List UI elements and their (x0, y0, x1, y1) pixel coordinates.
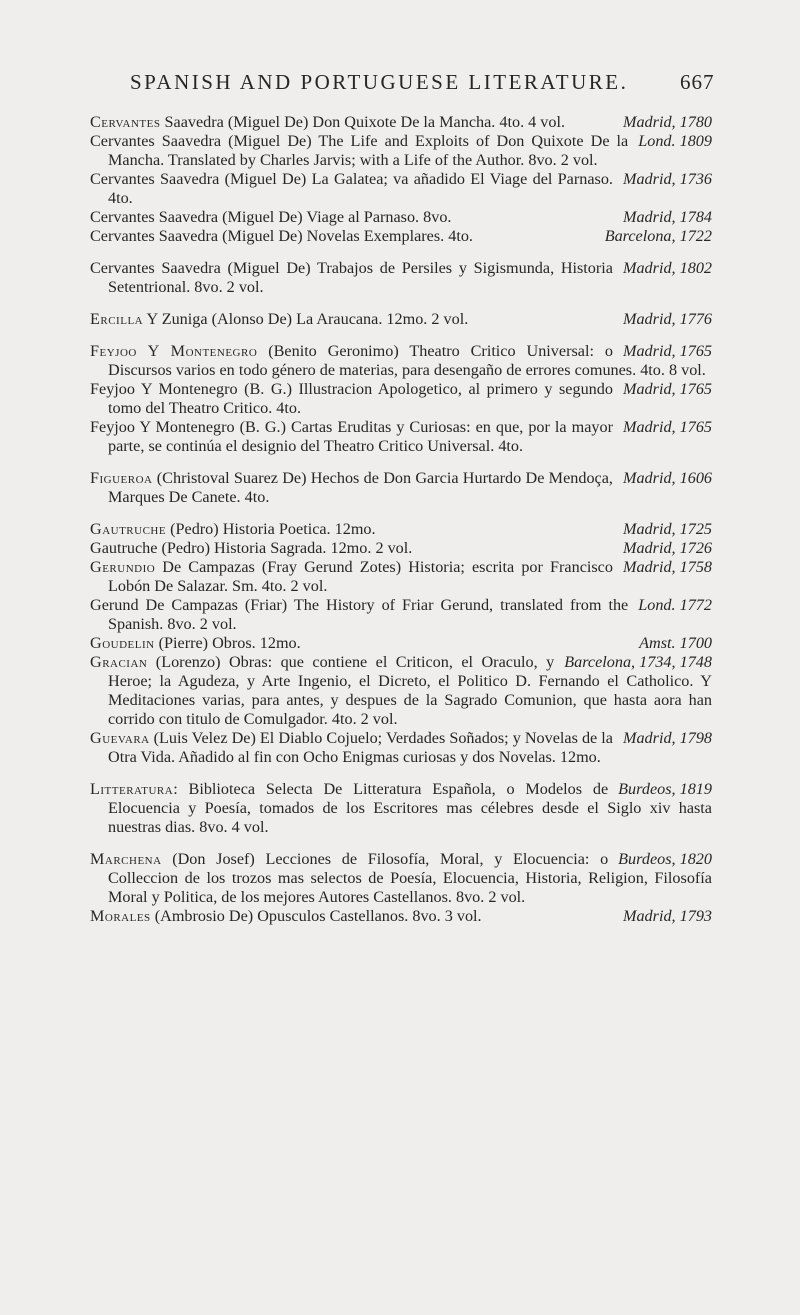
catalogue-entry (90, 907, 712, 926)
entry-imprint: Madrid, 1736 (622, 170, 712, 188)
catalogue-entry (90, 227, 712, 246)
entry-heading: Guevara (90, 729, 150, 747)
entry-heading: Goudelin (90, 634, 155, 652)
entry-imprint: Madrid, 1798 (622, 729, 712, 747)
catalogue-entry (90, 259, 712, 297)
entry-imprint: Burdeos, 1820 (618, 850, 712, 868)
entry-text: (Benito Geronimo) Theatro Critico Universal: o Discursos varios en todo género de materias, para desengaño de errores comunes. 4to. 8 vol. (108, 342, 706, 379)
entry-imprint: Madrid, 1784 (622, 208, 712, 226)
running-head (0, 70, 800, 100)
entry-imprint: Madrid, 1780 (622, 113, 712, 131)
entry-imprint: Madrid, 1726 (622, 539, 712, 557)
entry-text: Gautruche (Pedro) Historia Sagrada. 12mo. 2 vol. (90, 539, 413, 557)
entry-heading: Gracian (90, 653, 148, 671)
entry-text: Cervantes Saavedra (Miguel De) Trabajos de Persiles y Sigismunda, Historia Setentrional. 8vo. 2 vol. (90, 259, 613, 296)
entry-text: (Pierre) Obros. 12mo. (154, 634, 301, 652)
entry-heading: Morales (90, 907, 151, 925)
entry-imprint: Madrid, 1606 (622, 469, 712, 487)
entry-text: Saavedra (Miguel De) Don Quixote De la Mancha. 4to. 4 vol. (160, 113, 566, 131)
entry-imprint: Burdeos, 1819 (618, 780, 712, 798)
entry-text: De Campazas (Fray Gerund Zotes) Historia; escrita por Francisco Lobón De Salazar. Sm. 4to. 2 vol. (108, 558, 613, 595)
entry-text: Y Zuniga (Alonso De) La Araucana. 12mo. 2 vol. (143, 310, 469, 328)
entry-text: Cervantes Saavedra (Miguel De) Viage al Parnaso. 8vo. (90, 208, 452, 226)
entry-heading: Figueroa (90, 469, 153, 487)
entry-text: (Christoval Suarez De) Hechos de Don Garcia Hurtardo De Mendoça, Marques De Canete. 4to. (108, 469, 613, 506)
catalogue-entry (90, 380, 712, 418)
entry-heading: Marchena (90, 850, 162, 868)
catalogue-entry (90, 132, 712, 170)
catalogue-entry (90, 653, 712, 729)
catalogue-entry (90, 342, 712, 380)
catalogue-entry (90, 418, 712, 456)
catalogue-entry (90, 596, 712, 634)
entry-text: Feyjoo Y Montenegro (B. G.) Cartas Eruditas y Curiosas: en que, por la mayor parte, se continúa el designio del Theatro Critico Universal. 4to. (90, 418, 613, 455)
entry-heading: Ercilla (90, 310, 144, 328)
entry-imprint: Madrid, 1765 (622, 342, 712, 360)
entry-imprint: Madrid, 1765 (622, 380, 712, 398)
entry-imprint: Lond. 1772 (638, 596, 712, 614)
entry-imprint: Lond. 1809 (638, 132, 712, 150)
catalogue-entry (90, 729, 712, 767)
catalogue-entry (90, 520, 712, 539)
entry-text: (Pedro) Historia Poetica. 12mo. (166, 520, 376, 538)
entry-imprint: Madrid, 1776 (622, 310, 712, 328)
entry-text: Feyjoo Y Montenegro (B. G.) Illustracion Apologetico, al primero y segundo tomo del Theatro Critico. 4to. (90, 380, 613, 417)
entry-text: Cervantes Saavedra (Miguel De) La Galatea; va añadido El Viage del Parnaso. 4to. (90, 170, 613, 207)
entry-imprint: Amst. 1700 (639, 634, 712, 652)
entry-heading: Cervantes (90, 113, 161, 131)
catalogue-entry (90, 208, 712, 227)
entry-text: (Lorenzo) Obras: que contiene el Criticon, el Oraculo, y Heroe; la Agudeza, y Arte Ingenio, el Dicreto, el Politico D. Fernando el Catholico. Y Meditaciones varias, para antes, y despues de la Sagrado Comunion, que hasta aora han corrido con titulo de Comulgador. 4to. 2 vol. (108, 653, 712, 728)
entry-heading: Gautruche (90, 520, 167, 538)
catalogue-entry (90, 170, 712, 208)
entry-text: (Luis Velez De) El Diablo Cojuelo; Verdades Soñados; y Novelas de la Otra Vida. Añadido al fin con Ocho Enigmas curiosas y dos Novelas. 12mo. (108, 729, 613, 766)
entry-text: Cervantes Saavedra (Miguel De) The Life and Exploits of Don Quixote De la Mancha. Translated by Charles Jarvis; with a Life of the Author. 8vo. 2 vol. (90, 132, 629, 169)
catalogue-entry (90, 310, 712, 329)
catalogue-entry (90, 850, 712, 907)
entry-imprint: Barcelona, 1722 (604, 227, 712, 245)
entry-heading: Feyjoo Y Montenegro (90, 342, 258, 360)
entry-text: Gerund De Campazas (Friar) The History of Friar Gerund, translated from the Spanish. 8vo. 2 vol. (90, 596, 629, 633)
running-title: SPANISH AND PORTUGUESE LITERATURE. (130, 70, 629, 94)
catalogue-entry (90, 634, 712, 653)
entry-imprint: Barcelona, 1734, 1748 (564, 653, 712, 671)
entry-imprint: Madrid, 1725 (622, 520, 712, 538)
entry-text: : Biblioteca Selecta De Litteratura Española, o Modelos de Elocuencia y Poesía, tomados de los Escritores mas célebres desde el Siglo xiv hasta nuestras dias. 8vo. 4 vol. (108, 780, 712, 836)
entry-imprint: Madrid, 1793 (622, 907, 712, 925)
entry-imprint: Madrid, 1758 (622, 558, 712, 576)
page-number: 667 (680, 70, 715, 94)
entry-imprint: Madrid, 1765 (622, 418, 712, 436)
entry-text: (Ambrosio De) Opusculos Castellanos. 8vo. 3 vol. (150, 907, 482, 925)
entry-imprint: Madrid, 1802 (622, 259, 712, 277)
catalogue-entry (90, 469, 712, 507)
entry-text: (Don Josef) Lecciones de Filosofía, Moral, y Elocuencia: o Colleccion de los trozos mas selectos de Poesía, Elocuencia, Historia, Religion, Filosofía Moral y Politica, de los mejores Autores Castellanos. 8vo. 2 vol. (108, 850, 712, 906)
catalogue-entry (90, 558, 712, 596)
entry-heading: Gerundio (90, 558, 156, 576)
catalogue-entry (90, 113, 712, 132)
catalogue-entry (90, 539, 712, 558)
entry-heading: Litteratura (90, 780, 174, 798)
catalogue-entry (90, 780, 712, 837)
entry-list (90, 113, 712, 926)
entry-text: Cervantes Saavedra (Miguel De) Novelas Exemplares. 4to. (90, 227, 473, 245)
